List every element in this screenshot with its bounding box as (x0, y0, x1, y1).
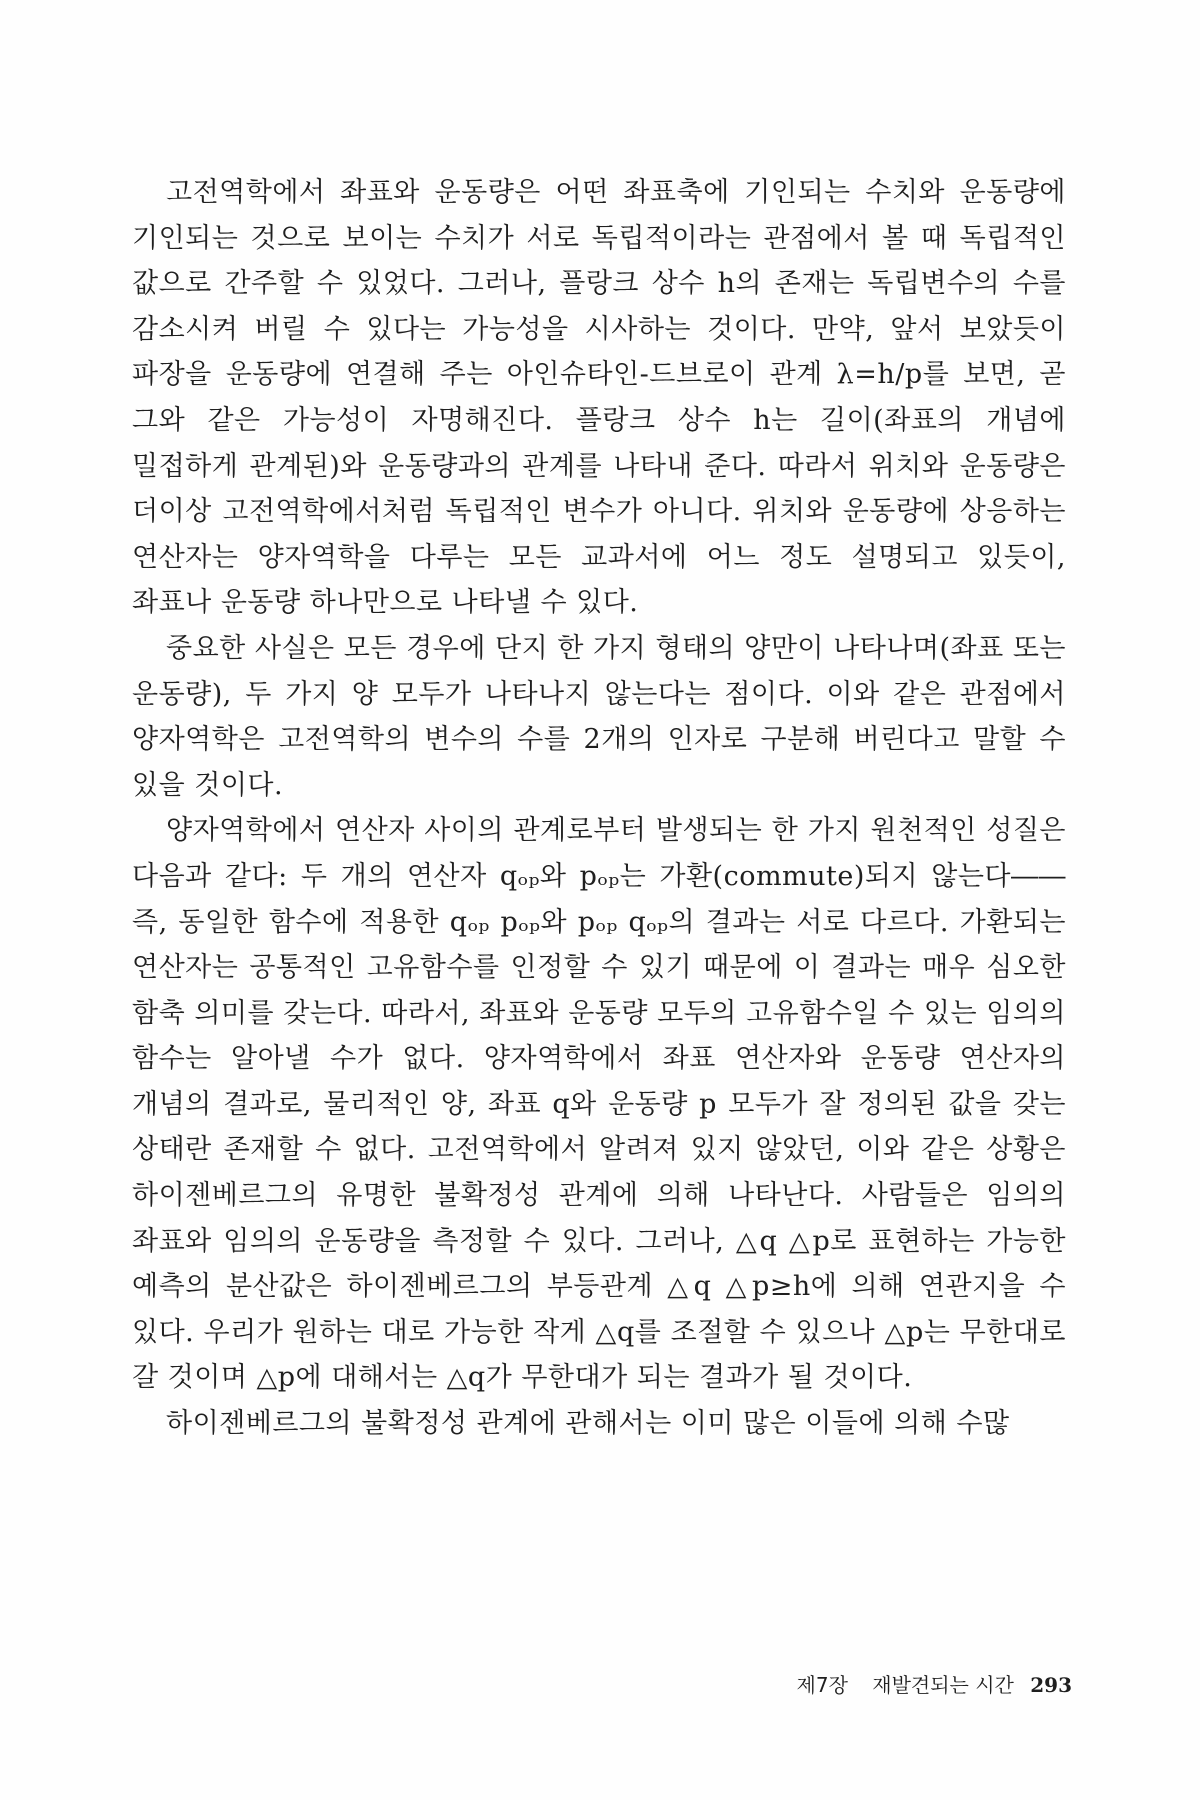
paragraph-4: 하이젠베르그의 불확정성 관계에 관해서는 이미 많은 이들에 의해 수많 (166, 1408, 1010, 1440)
chapter-title: 재발견되는 시간 (872, 1673, 1014, 1697)
paragraph-2: 중요한 사실은 모든 경우에 단지 한 가지 형태의 양만이 나타나며(좌표 또는 운동량), 두 가지 양 모두가 나타나지 않는다는 점이다. 이와 같은 관점에서 양자역학은 고전역학의 변수의 수를 2개의 인자로 구분해 버린다고 말할 수 있을 것이다. (132, 632, 1066, 801)
paragraph-1: 고전역학에서 좌표와 운동량은 어떤 좌표축에 기인되는 수치와 운동량에 기인되는 것으로 보이는 수치가 서로 독립적이라는 관점에서 볼 때 독립적인 값으로 간주할 수 있었다. 그러나, 플랑크 상수 h의 존재는 독립변수의 수를 감소시켜 버릴 수 있다는 가능성을 시사하는 것이다. 만약, 앞서 보았듯이 파장을 운동량에 연결해 주는 아인슈타인-드브로이 관계 λ=h/p를 보면, 곧 그와 같은 가능성이 자명해진다. 플랑크 상수 h는 길이(좌표의 개념에 밀접하게 관계된)와 운동량과의 관계를 나타내 준다. 따라서 위치와 운동량은 더이상 고전역학에서처럼 독립적인 변수가 아니다. 위치와 운동량에 상응하는 연산자는 양자역학을 다루는 모든 교과서에 어느 정도 설명되고 있듯이, 좌표나 운동량 하나만으로 나타낼 수 있다. (132, 177, 1066, 619)
body-text (132, 170, 1066, 1447)
page-number: 293 (1030, 1673, 1072, 1697)
chapter-label: 제7장 (796, 1673, 848, 1697)
paragraph-3: 양자역학에서 연산자 사이의 관계로부터 발생되는 한 가지 원천적인 성질은 다음과 같다: 두 개의 연산자 qₒₚ와 pₒₚ는 가환(commute)되지 않는다――즉, 동일한 함수에 적용한 qₒₚ pₒₚ와 pₒₚ qₒₚ의 결과는 서로 다르다. 가환되는 연산자는 공통적인 고유함수를 인정할 수 있기 때문에 이 결과는 매우 심오한 함축 의미를 갖는다. 따라서, 좌표와 운동량 모두의 고유함수일 수 있는 임의의 함수는 알아낼 수가 없다. 양자역학에서 좌표 연산자와 운동량 연산자의 개념의 결과로, 물리적인 양, 좌표 q와 운동량 p 모두가 잘 정의된 값을 갖는 상태란 존재할 수 없다. 고전역학에서 알려져 있지 않았던, 이와 같은 상황은 하이젠베르그의 유명한 불확정성 관계에 의해 나타난다. 사람들은 임의의 좌표와 임의의 운동량을 측정할 수 있다. 그러나, △q △p로 표현하는 가능한 예측의 분산값은 하이젠베르그의 부등관계 △q △p≥h에 의해 연관지을 수 있다. 우리가 원하는 대로 가능한 작게 △q를 조절할 수 있으나 △p는 무한대로 갈 것이며 △p에 대해서는 △q가 무한대가 되는 결과가 될 것이다. (132, 815, 1066, 1394)
page-footer (712, 1669, 1072, 1698)
